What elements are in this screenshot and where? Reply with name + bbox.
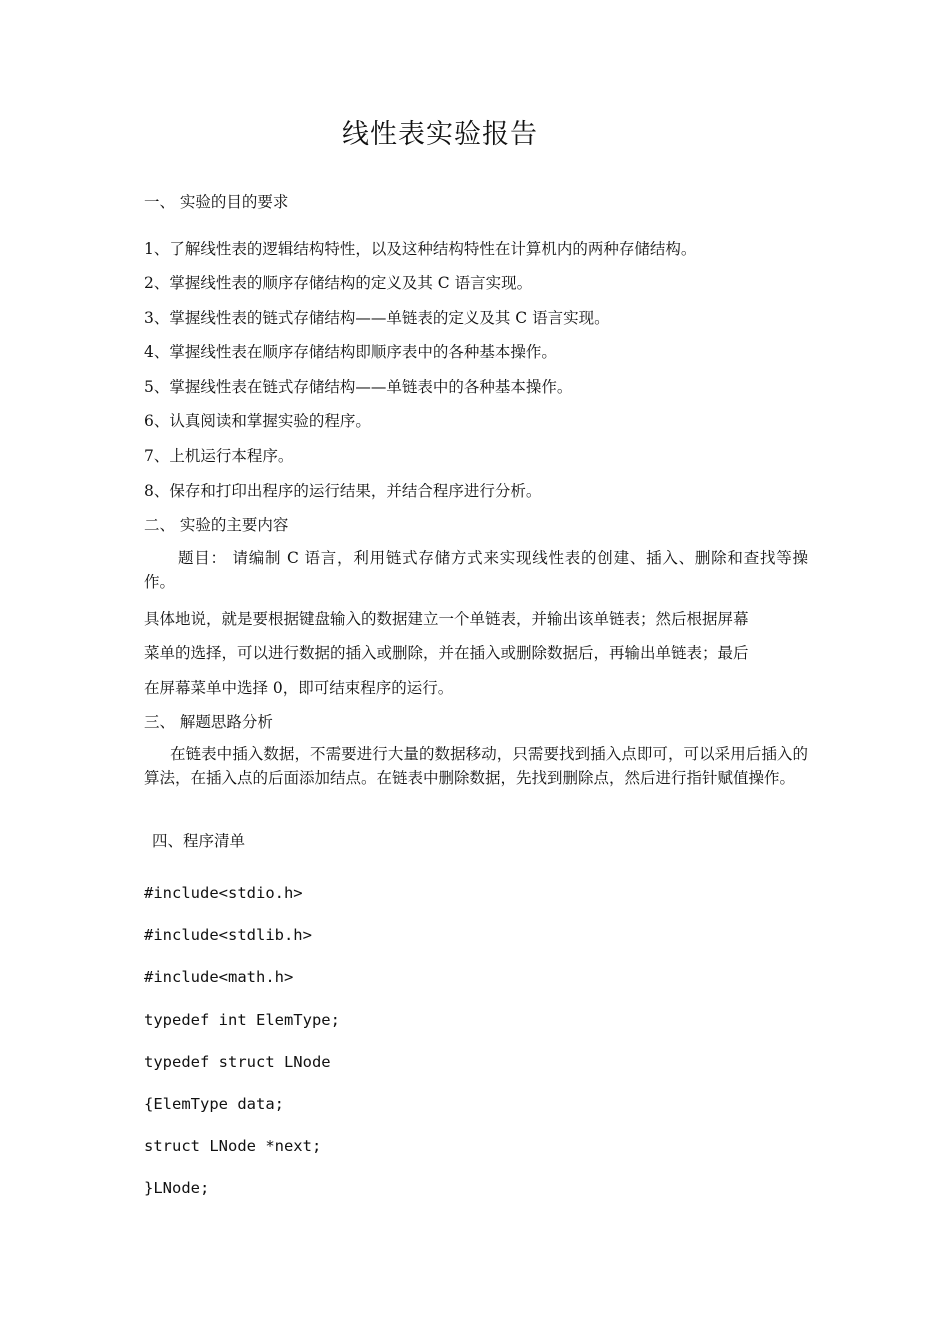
- goal-item: 7、上机运行本程序。: [144, 447, 294, 465]
- goal-item: 8、保存和打印出程序的运行结果，并结合程序进行分析。: [144, 482, 542, 500]
- code-line: }LNode;: [144, 1179, 210, 1197]
- code-line: #include<stdlib.h>: [144, 926, 312, 944]
- section-heading-content: 二、 实验的主要内容: [144, 516, 289, 534]
- code-line: #include<stdio.h>: [144, 884, 303, 902]
- code-line: struct LNode *next;: [144, 1137, 322, 1155]
- page-title: 线性表实验报告: [342, 119, 538, 150]
- section-heading-goals: 一、 实验的目的要求: [144, 193, 289, 211]
- goal-item: 6、认真阅读和掌握实验的程序。: [144, 412, 371, 430]
- detail-line: 在屏幕菜单中选择 0，即可结束程序的运行。: [144, 679, 454, 697]
- code-line: typedef int ElemType;: [144, 1011, 340, 1029]
- section-heading-analysis: 三、 解题思路分析: [144, 713, 273, 731]
- code-line: #include<math.h>: [144, 968, 294, 986]
- goal-item: 5、掌握线性表在链式存储结构——单链表中的各种基本操作。: [144, 378, 573, 396]
- detail-line: 菜单的选择，可以进行数据的插入或删除，并在插入或删除数据后，再输出单链表；最后: [144, 644, 749, 662]
- goal-item: 2、掌握线性表的顺序存储结构的定义及其 C 语言实现。: [144, 274, 533, 292]
- code-line: {ElemType data;: [144, 1095, 284, 1113]
- detail-line: 具体地说，就是要根据键盘输入的数据建立一个单链表，并输出该单链表；然后根据屏幕: [144, 610, 749, 628]
- topic-paragraph: 题目： 请编制 C 语言，利用链式存储方式来实现线性表的创建、插入、删除和查找等操作。: [144, 549, 808, 591]
- goal-item: 3、掌握线性表的链式存储结构——单链表的定义及其 C 语言实现。: [144, 309, 610, 327]
- section-heading-listing: 四、程序清单: [152, 832, 246, 850]
- goal-item: 1、了解线性表的逻辑结构特性，以及这种结构特性在计算机内的两种存储结构。: [144, 240, 697, 258]
- goal-item: 4、掌握线性表在顺序存储结构即顺序表中的各种基本操作。: [144, 343, 557, 361]
- analysis-paragraph: 在链表中插入数据，不需要进行大量的数据移动，只需要找到插入点即可，可以采用后插入的算法，在插入点的后面添加结点。在链表中删除数据，先找到删除点，然后进行指针赋值操作。: [144, 745, 808, 787]
- code-line: typedef struct LNode: [144, 1053, 331, 1071]
